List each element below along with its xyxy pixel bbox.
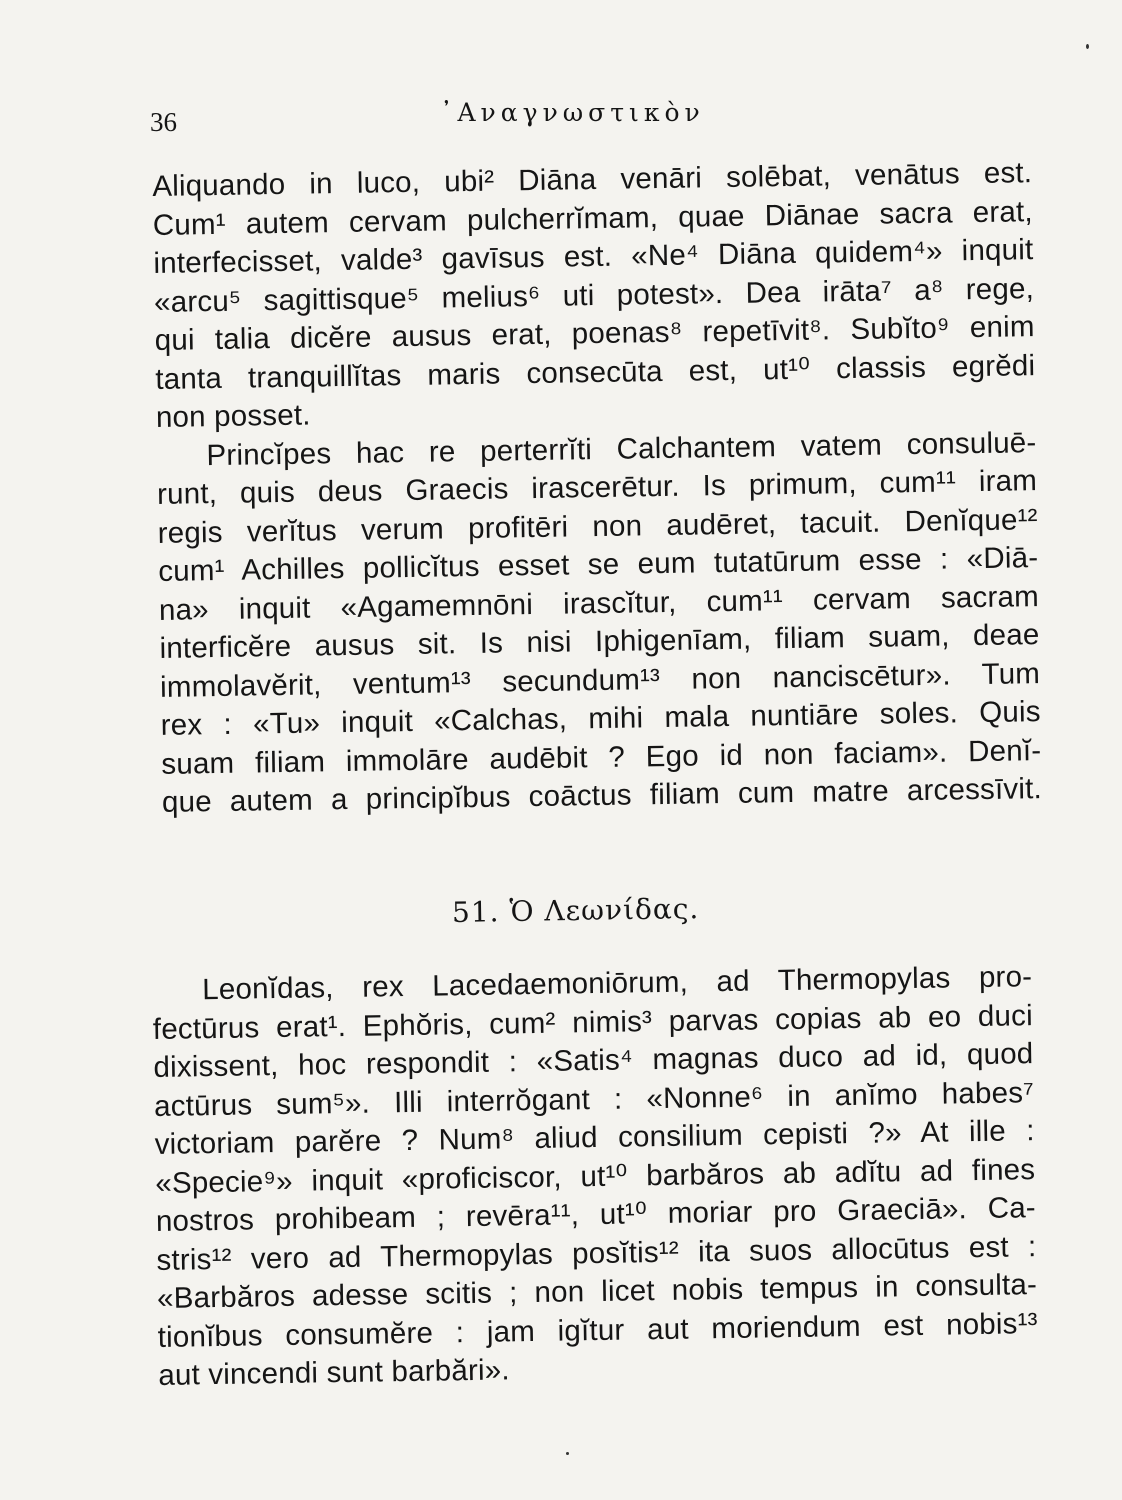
text-line: aut vincendi sunt barbări». (158, 1353, 510, 1392)
text-line: Cum¹ autem cervam pulcherrĭmam, quae Diānae sacra erat, (152, 194, 1034, 242)
text-line: que autem a principĭbus coāctus filiam cum matre arcessīvit. (161, 772, 1043, 819)
ink-speck (566, 1452, 569, 1455)
text-line: interfecisset, valde³ gavīsus est. «Ne⁴ Diāna quidem⁴» inquit (153, 233, 1034, 280)
text-line: cum¹ Achilles pollicĭtus esset se eum tutatūrum esse : «Diā- (158, 541, 1039, 588)
text-line: suam filiam immolāre audēbit ? Ego id non faciam». Denĭ- (161, 733, 1042, 781)
page-number: 36 (150, 107, 177, 137)
text-line: dixissent, hoc respondit : «Satis⁴ magnas duco ad id, quod (153, 1037, 1034, 1084)
text-line: Leonĭdas, rex Lacedaemoniōrum, ad Thermopylas pro- (202, 960, 1033, 1007)
text-line: immolavĕrit, ventum¹³ secundum¹³ non nanciscētur». Tum (159, 656, 1041, 704)
text-line: na» inquit «Agamemnōni irascĭtur, cum¹¹ cervam sacram (158, 579, 1040, 627)
text-line: «Barbăros adesse scitis ; non licet nobis tempus in consulta- (156, 1268, 1038, 1315)
text-line: nostros prohibeam ; revēra¹¹, ut¹⁰ moriar pro Graeciā». Ca- (155, 1191, 1037, 1238)
section-2-text (152, 958, 1039, 1395)
text-line: runt, quis deus Graecis irascerētur. Is primum, cum¹¹ iram (156, 464, 1038, 511)
text-line: actūrus sum⁵». Illi interrŏgant : «Nonne⁶ in anĭmo habes⁷ (153, 1075, 1035, 1123)
section-heading: 51. Ὁ Λεωνίδας. (451, 892, 700, 929)
text-line: interficĕre ausus sit. Is nisi Iphigenīam, filiam suam, deae (159, 618, 1040, 665)
text-line: «arcu⁵ sagittisque⁵ melius⁶ uti potest». Dea irāta⁷ a⁸ rege, (153, 271, 1035, 319)
text-line: «Specie⁹» inquit «proficiscor, ut¹⁰ barbăros ab adĭtu ad fines (155, 1152, 1036, 1200)
section-1-text (152, 154, 1042, 822)
text-line: victoriam parĕre ? Num⁸ aliud consilium cepisti ?» At ille : (154, 1114, 1035, 1161)
text-line: stris¹² vero ad Thermopylas posĭtis¹² ita suos allocūtus est : (156, 1229, 1037, 1277)
text-line: fectūrus erat¹. Ephŏris, cum² nimis³ parvas copias ab eo duci (152, 998, 1034, 1046)
text-line: tanta tranquillĭtas maris consecūta est, ut¹⁰ classis egrĕdi (155, 348, 1036, 396)
text-line: tionĭbus consumĕre : jam igĭtur aut moriendum est nobis¹³ (157, 1306, 1038, 1354)
text-line: rex : «Tu» inquit «Calchas, mihi mala nuntiāre soles. Quis (160, 695, 1041, 742)
text-line: regis verĭtus verum profitēri non audēret, tacuit. Denĭque¹² (157, 502, 1038, 550)
text-line: Princĭpes hac re perterrĭti Calchantem vatem consuluē- (206, 425, 1037, 472)
text-line: qui talia dicĕre ausus erat, poenas⁸ repetīvit⁸. Subĭto⁹ enim (154, 310, 1035, 357)
ink-speck (1086, 44, 1089, 49)
text-line: Aliquando in luco, ubi² Diāna venāri solēbat, venātus est. (152, 156, 1033, 203)
running-title: ᾿Αναγνωστικὸν (440, 98, 705, 127)
text-line: non posset. (155, 398, 311, 434)
